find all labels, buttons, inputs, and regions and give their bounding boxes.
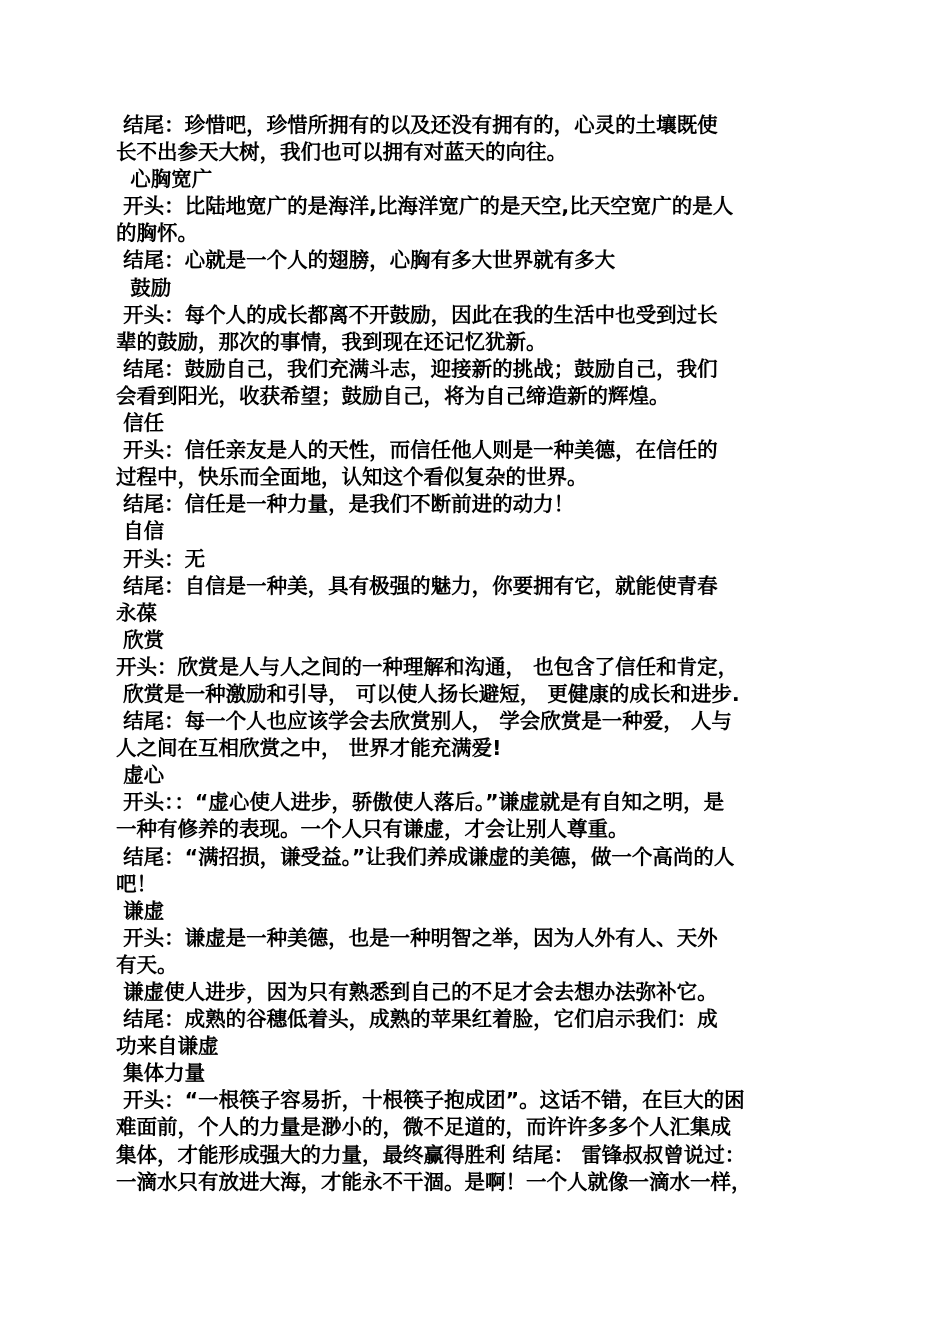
text-line: 会看到阳光，收获希望；鼓励自己，将为自己缔造新的辉煌。 bbox=[116, 383, 670, 408]
text-line: 结尾：心就是一个人的翅膀，心胸有多大世界就有多大 bbox=[116, 248, 616, 273]
text-line: 开头：比陆地宽广的是海洋,比海洋宽广的是天空,比天空宽广的是人 bbox=[116, 194, 734, 219]
text-line: 开头：欣赏是人与人之间的一种理解和沟通， 也包含了信任和肯定， bbox=[116, 654, 739, 679]
text-line: 欣赏是一种激励和引导， 可以使人扬长避短， 更健康的成长和进步. bbox=[116, 681, 740, 706]
text-line: 人之间在互相欣赏之中， 世界才能充满爱! bbox=[116, 736, 502, 761]
text-line: 开头：每个人的成长都离不开鼓励，因此在我的生活中也受到过长 bbox=[116, 302, 718, 327]
text-line: 结尾：“满招损，谦受益。”让我们养成谦虚的美德，做一个高尚的人 bbox=[116, 844, 735, 869]
text-line: 开头：谦虚是一种美德，也是一种明智之举，因为人外有人、天外 bbox=[116, 925, 718, 950]
text-line: 谦虚使人进步，因为只有熟悉到自己的不足才会去想办法弥补它。 bbox=[116, 980, 718, 1004]
text-line: 长不出参天大树，我们也可以拥有对蓝天的向往。 bbox=[116, 140, 567, 165]
text-line: 有天。 bbox=[116, 952, 178, 977]
text-line: 难面前，个人的力量是渺小的，微不足道的，而许许多多个人汇集成 bbox=[116, 1115, 731, 1140]
text-line: 功来自谦虚 bbox=[116, 1034, 219, 1059]
section-heading: 谦虚 bbox=[116, 898, 165, 923]
section-heading: 虚心 bbox=[116, 763, 165, 788]
text-line: 结尾：鼓励自己，我们充满斗志，迎接新的挑战；鼓励自己，我们 bbox=[116, 356, 718, 381]
section-heading: 欣赏 bbox=[116, 627, 165, 652]
text-line: 一种有修养的表现。一个人只有谦虚，才会让别人尊重。 bbox=[116, 817, 629, 842]
text-line: 结尾：每一个人也应该学会去欣赏别人， 学会欣赏是一种爱， 人与 bbox=[116, 709, 732, 734]
text-line: 开头：无 bbox=[116, 546, 206, 571]
text-line: 吧！ bbox=[116, 871, 157, 896]
text-line: 开头：“一根筷子容易折，十根筷子抱成团”。这话不错，在巨大的困 bbox=[116, 1088, 745, 1113]
text-line: 集体，才能形成强大的力量，最终赢得胜利 结尾： 雷锋叔叔曾说过： bbox=[116, 1142, 746, 1167]
text-line: 一滴水只有放进大海，才能永不干涸。是啊！一个人就像一滴水一样， bbox=[116, 1169, 752, 1194]
section-heading: 心胸宽广 bbox=[116, 167, 213, 192]
text-line: 辈的鼓励，那次的事情，我到现在还记忆犹新。 bbox=[116, 329, 547, 354]
text-line: 的胸怀。 bbox=[116, 221, 198, 246]
text-line: 结尾：信任是一种力量，是我们不断前进的动力！ bbox=[116, 492, 575, 517]
text-line: 开头：信任亲友是人的天性，而信任他人则是一种美德，在信任的 bbox=[116, 438, 718, 463]
section-heading: 鼓励 bbox=[116, 275, 172, 300]
text-line: 结尾：珍惜吧，珍惜所拥有的以及还没有拥有的，心灵的土壤既使 bbox=[116, 113, 718, 137]
section-heading: 信任 bbox=[116, 411, 165, 436]
text-line: 永葆 bbox=[116, 600, 157, 625]
text-line: 结尾：自信是一种美，具有极强的魅力，你要拥有它，就能使青春 bbox=[116, 573, 718, 598]
text-line: 开头：：“虚心使人进步，骄傲使人落后。”谦虚就是有自知之明，是 bbox=[116, 790, 725, 815]
document-body bbox=[116, 112, 838, 1196]
section-heading: 自信 bbox=[116, 519, 165, 544]
text-line: 过程中，快乐而全面地，认知这个看似复杂的世界。 bbox=[116, 465, 588, 490]
section-heading: 集体力量 bbox=[116, 1061, 206, 1086]
text-line: 结尾：成熟的谷穗低着头，成熟的苹果红着脸，它们启示我们：成 bbox=[116, 1007, 718, 1032]
